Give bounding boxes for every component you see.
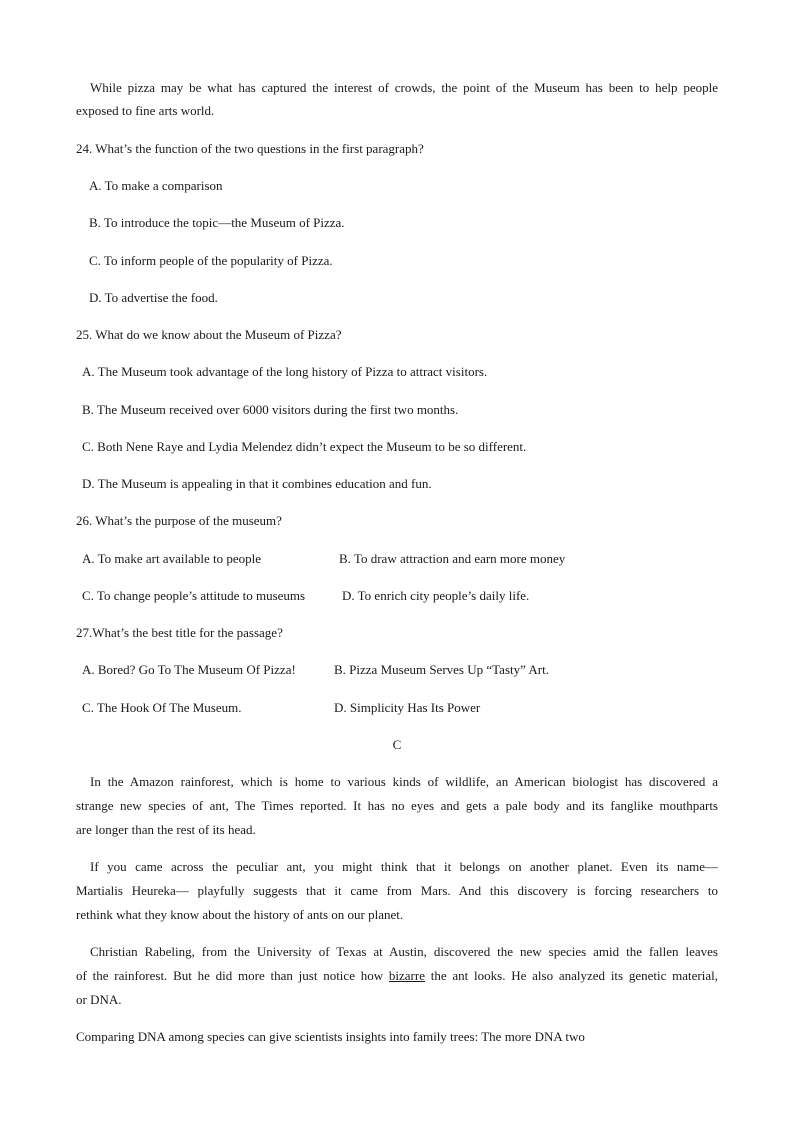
q27-option-c: C. The Hook Of The Museum. xyxy=(82,700,242,715)
intro-paragraph-line-1: While pizza may be what has captured the interest of crowds, the point of the Museum has been to help people xyxy=(90,80,718,95)
passage-c-p4-line-1: Comparing DNA among species can give scientists insights into family trees: The more DNA two xyxy=(76,1029,585,1044)
q25-option-b: B. The Museum received over 6000 visitors during the first two months. xyxy=(82,402,459,417)
q26-option-a: A. To make art available to people xyxy=(82,551,261,566)
q26-option-d: D. To enrich city people’s daily life. xyxy=(342,588,530,603)
passage-c-p1-line-2: strange new species of ant, The Times reported. It has no eyes and gets a pale body and its fanglike mouthparts xyxy=(76,798,718,813)
passage-c-p2-line-3: rethink what they know about the history of ants on our planet. xyxy=(76,907,404,922)
question-27: 27.What’s the best title for the passage? xyxy=(76,625,283,640)
question-26: 26. What’s the purpose of the museum? xyxy=(76,513,282,528)
q24-option-c: C. To inform people of the popularity of Pizza. xyxy=(89,253,333,268)
passage-c-p3-line-2 xyxy=(76,968,718,984)
q24-option-a: A. To make a comparison xyxy=(89,178,223,193)
question-24: 24. What’s the function of the two questions in the first paragraph? xyxy=(76,141,424,156)
p3-line2-before: of the rainforest. But he did more than just notice how xyxy=(76,968,389,983)
section-heading-c: C xyxy=(392,737,402,752)
q27-option-b: B. Pizza Museum Serves Up “Tasty” Art. xyxy=(334,662,549,677)
passage-c-p2-line-2: Martialis Heureka— playfully suggests that it came from Mars. And this discovery is forcing researchers to xyxy=(76,883,718,898)
q27-option-a: A. Bored? Go To The Museum Of Pizza! xyxy=(82,662,296,677)
passage-c-p3-line-1: Christian Rabeling, from the University of Texas at Austin, discovered the new species amid the fallen leaves xyxy=(90,944,718,959)
passage-c-p2-line-1: If you came across the peculiar ant, you might think that it belongs on another planet. Even its name— xyxy=(90,859,718,874)
q24-option-d: D. To advertise the food. xyxy=(89,290,218,305)
q25-option-d: D. The Museum is appealing in that it combines education and fun. xyxy=(82,476,432,491)
q26-option-b: B. To draw attraction and earn more money xyxy=(339,551,566,566)
q26-option-c: C. To change people’s attitude to museums xyxy=(82,588,306,603)
question-25: 25. What do we know about the Museum of Pizza? xyxy=(76,327,342,342)
q24-option-b: B. To introduce the topic—the Museum of Pizza. xyxy=(89,215,345,230)
p3-line2-after: the ant looks. He also analyzed its genetic material, xyxy=(424,968,718,983)
q25-option-c: C. Both Nene Raye and Lydia Melendez didn’t expect the Museum to be so different. xyxy=(82,439,527,454)
underlined-word-bizarre: bizarre xyxy=(388,968,425,983)
passage-c-p3-line-3: or DNA. xyxy=(76,992,122,1007)
q27-option-d: D. Simplicity Has Its Power xyxy=(334,700,481,715)
passage-c-p1-line-3: are longer than the rest of its head. xyxy=(76,822,256,837)
q25-option-a: A. The Museum took advantage of the long history of Pizza to attract visitors. xyxy=(82,364,488,379)
passage-c-p1-line-1: In the Amazon rainforest, which is home to various kinds of wildlife, an American biologist has discovered a xyxy=(90,774,718,789)
intro-paragraph-line-2: exposed to fine arts world. xyxy=(76,103,215,118)
